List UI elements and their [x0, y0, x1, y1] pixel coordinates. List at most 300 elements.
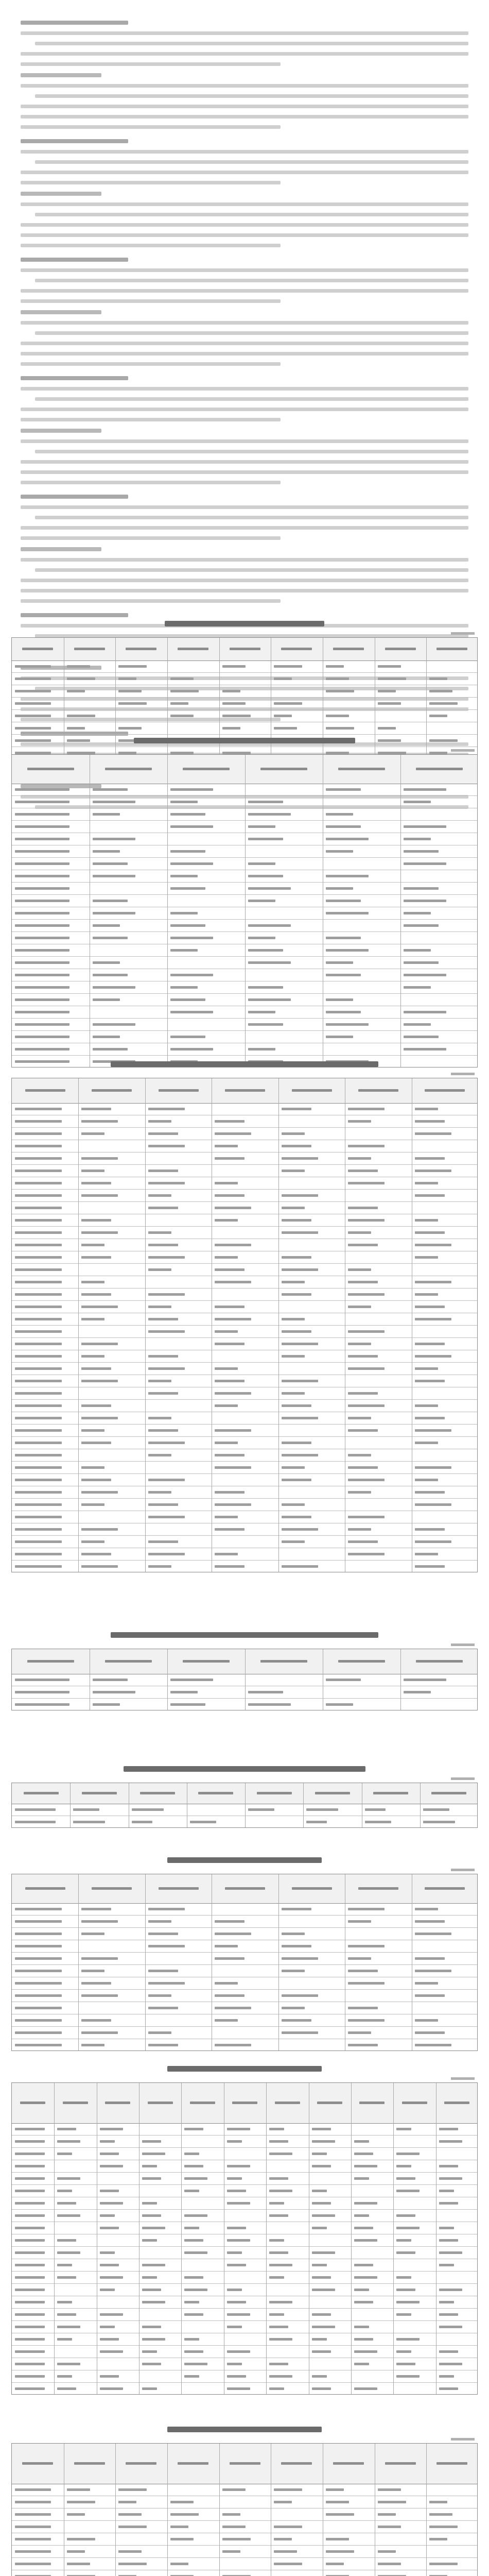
- header-cell: [22, 2462, 53, 2465]
- table-cell: [15, 1281, 62, 1283]
- table-cell: [269, 2326, 288, 2328]
- text-line: [21, 202, 468, 206]
- table-cell: [15, 2227, 45, 2229]
- text-line: [35, 213, 468, 216]
- table-cell: [415, 1157, 445, 1160]
- table-cell: [222, 2488, 246, 2491]
- table-cell: [100, 2375, 119, 2378]
- header-cell: [105, 2102, 130, 2104]
- table-cell: [148, 1330, 185, 1333]
- table-cell: [93, 1703, 120, 1706]
- table-cell: [81, 2019, 111, 2022]
- table-cell: [100, 2140, 115, 2143]
- table-cell: [170, 924, 205, 927]
- table-cell: [439, 2128, 458, 2130]
- table-cell: [148, 1306, 171, 1308]
- text-line: [21, 31, 468, 35]
- table-cell: [415, 1281, 451, 1283]
- table-cell: [93, 838, 135, 840]
- table-cell: [222, 2550, 240, 2553]
- table-cell: [415, 1920, 445, 1923]
- table-cell: [415, 2031, 445, 2034]
- table-cell: [222, 2513, 240, 2516]
- table-cell: [326, 727, 354, 730]
- table-cell: [215, 1306, 244, 1308]
- table-cell: [227, 2350, 250, 2353]
- table-cell: [57, 2264, 72, 2266]
- table-cell: [429, 2526, 458, 2528]
- table-cell: [326, 677, 349, 680]
- table-cell: [415, 1429, 451, 1432]
- table-cell: [415, 1503, 451, 1506]
- table-cell: [67, 727, 85, 730]
- table-cell: [429, 2538, 447, 2540]
- table-section: [11, 1632, 478, 1710]
- table-cell: [396, 2251, 415, 2254]
- table-cell: [415, 2019, 438, 2022]
- data-table: [11, 1649, 478, 1710]
- header-cell: [22, 648, 53, 650]
- table-cell: [282, 1170, 305, 1172]
- table-cell: [348, 1330, 385, 1333]
- table-cell: [227, 2239, 250, 2242]
- table-cell: [15, 2375, 45, 2378]
- header-cell: [183, 768, 230, 770]
- table-cell: [404, 850, 439, 853]
- table-cell: [93, 1036, 120, 1038]
- table-cell: [81, 1982, 111, 1985]
- table-cell: [215, 1982, 238, 1985]
- table-cell: [15, 2031, 62, 2034]
- table-cell: [81, 1404, 111, 1407]
- table-cell: [282, 1219, 311, 1222]
- table-cell: [439, 2140, 462, 2143]
- table-cell: [100, 2128, 123, 2130]
- header-cell: [338, 768, 385, 770]
- table-cell: [282, 1281, 305, 1283]
- table-cell: [15, 2526, 51, 2528]
- table-cell: [93, 801, 135, 803]
- table-cell: [215, 1957, 244, 1960]
- table-cell: [100, 2387, 123, 2390]
- table-cell: [148, 2031, 171, 2034]
- table-cell: [15, 2153, 45, 2155]
- table-cell: [15, 1132, 62, 1135]
- table-cell: [100, 2338, 119, 2341]
- table-cell: [93, 862, 128, 865]
- table-cell: [100, 2251, 115, 2254]
- table-cell: [312, 2289, 335, 2291]
- text-line: [21, 536, 281, 540]
- header-cell: [27, 768, 74, 770]
- table-cell: [248, 825, 275, 828]
- unit-label: [451, 1777, 475, 1780]
- table-cell: [227, 2313, 250, 2316]
- table-cell: [15, 1318, 62, 1320]
- table-cell: [415, 1957, 445, 1960]
- table-cell: [15, 974, 69, 976]
- table-cell: [15, 1355, 62, 1358]
- table-cell: [170, 825, 213, 828]
- header-cell: [105, 768, 152, 770]
- table-cell: [81, 1355, 104, 1358]
- table-cell: [67, 2513, 85, 2516]
- table-cell: [415, 1466, 451, 1469]
- table-cell: [81, 1417, 118, 1419]
- table-cell: [248, 1011, 275, 1013]
- table-cell: [348, 1491, 371, 1494]
- table-cell: [170, 949, 198, 952]
- table-cell: [67, 2488, 90, 2491]
- table-cell: [15, 2019, 62, 2022]
- table-cell: [222, 665, 246, 668]
- table-cell: [215, 1920, 244, 1923]
- table-cell: [404, 912, 431, 914]
- table-cell: [274, 677, 292, 680]
- table-cell: [429, 715, 447, 717]
- text-line: [21, 460, 468, 464]
- table-cell: [15, 1120, 62, 1123]
- table-cell: [132, 1821, 152, 1823]
- table-cell: [326, 2488, 344, 2491]
- table-cell: [404, 825, 446, 828]
- table-cell: [118, 2501, 136, 2503]
- table-cell: [396, 2190, 420, 2192]
- table-cell: [404, 1036, 439, 1038]
- table-cell: [148, 1417, 171, 1419]
- table-cell: [415, 1933, 451, 1935]
- column-divider: [303, 1783, 304, 1827]
- header-cell: [63, 2102, 88, 2104]
- table-cell: [282, 2019, 311, 2022]
- table-cell: [15, 1821, 56, 1823]
- header-cell: [24, 1792, 59, 1794]
- table-cell: [248, 887, 291, 890]
- unit-label: [451, 1643, 475, 1646]
- table-cell: [81, 1553, 111, 1555]
- table-cell: [81, 1920, 118, 1923]
- table-cell: [326, 937, 361, 939]
- table-cell: [184, 2276, 203, 2279]
- table-cell: [15, 788, 69, 791]
- table-cell: [57, 2190, 72, 2192]
- table-cell: [170, 2513, 199, 2516]
- table-section: [11, 1061, 478, 1572]
- table-cell: [274, 2538, 292, 2540]
- table-cell: [282, 1454, 318, 1456]
- table-cell: [15, 1565, 62, 1568]
- table-cell: [142, 2202, 157, 2205]
- table-cell: [15, 1679, 69, 1681]
- table-cell: [57, 2140, 80, 2143]
- table-cell: [15, 2313, 45, 2316]
- table-cell: [15, 2165, 45, 2167]
- table-cell: [118, 2513, 142, 2516]
- table-cell: [312, 2190, 327, 2192]
- text-line: [21, 589, 468, 592]
- table-cell: [142, 2276, 157, 2279]
- table-cell: [73, 1808, 99, 1811]
- table-cell: [148, 1479, 185, 1481]
- table-cell: [282, 1392, 305, 1395]
- text-line: [21, 387, 468, 391]
- header-cell: [183, 1660, 230, 1663]
- table-cell: [248, 1808, 274, 1811]
- header-cell: [148, 2102, 173, 2104]
- table-cell: [215, 1182, 238, 1184]
- table-cell: [148, 1908, 185, 1910]
- table-cell: [365, 1821, 391, 1823]
- table-cell: [222, 2526, 246, 2528]
- table-cell: [148, 1540, 178, 1543]
- table-cell: [184, 2227, 199, 2229]
- table-cell: [282, 1957, 318, 1960]
- table-cell: [396, 2239, 411, 2242]
- table-cell: [81, 1994, 118, 1997]
- table-cell: [15, 998, 69, 1001]
- table-cell: [15, 1293, 62, 1296]
- table-cell: [415, 1982, 438, 1985]
- table-cell: [15, 1231, 62, 1234]
- table-cell: [15, 702, 51, 705]
- table-cell: [429, 2513, 452, 2516]
- table-cell: [282, 1442, 311, 1444]
- table-cell: [282, 1207, 305, 1209]
- text-line: [21, 376, 128, 380]
- table-cell: [215, 1994, 244, 1997]
- table-cell: [67, 690, 85, 692]
- table-cell: [415, 1256, 438, 1259]
- table-cell: [227, 2387, 250, 2390]
- table-cell: [312, 2227, 327, 2229]
- table-cell: [93, 937, 128, 939]
- table-cell: [132, 1808, 164, 1811]
- table-cell: [415, 1553, 438, 1555]
- table-cell: [15, 986, 69, 989]
- table-cell: [215, 1516, 238, 1518]
- table-cell: [215, 1330, 238, 1333]
- table-cell: [326, 690, 354, 692]
- table-cell: [415, 1343, 445, 1345]
- table-cell: [274, 2550, 297, 2553]
- table-cell: [15, 1920, 62, 1923]
- table-cell: [215, 2007, 251, 2009]
- text-line: [35, 160, 468, 164]
- table-cell: [148, 1170, 178, 1172]
- table-cell: [274, 702, 302, 705]
- table-cell: [282, 1132, 305, 1135]
- table-cell: [184, 2375, 199, 2378]
- table-cell: [326, 2563, 344, 2565]
- table-cell: [326, 912, 369, 914]
- table-cell: [15, 1330, 62, 1333]
- table-cell: [248, 801, 283, 803]
- table-cell: [227, 2165, 250, 2167]
- table-cell: [348, 1957, 371, 1960]
- table-cell: [269, 2214, 288, 2217]
- table-cell: [170, 974, 213, 976]
- table-cell: [67, 677, 95, 680]
- text-line: [21, 352, 468, 355]
- table-cell: [215, 1404, 238, 1407]
- table-cell: [15, 2239, 45, 2242]
- table-cell: [348, 2007, 378, 2009]
- text-line: [21, 558, 468, 562]
- text-line: [21, 258, 128, 262]
- table-cell: [348, 1429, 378, 1432]
- table-cell: [15, 2190, 45, 2192]
- table-cell: [81, 1219, 111, 1222]
- table-cell: [142, 2301, 165, 2303]
- text-line: [35, 568, 468, 572]
- table-cell: [415, 1170, 451, 1172]
- table-cell: [148, 1244, 178, 1246]
- table-cell: [378, 2488, 401, 2491]
- header-cell: [25, 1089, 65, 1092]
- table-cell: [354, 2326, 369, 2328]
- table-cell: [148, 2007, 178, 2009]
- header-cell: [431, 1792, 466, 1794]
- table-cell: [215, 1157, 244, 1160]
- table-cell: [215, 1244, 251, 1246]
- table-cell: [215, 1268, 244, 1271]
- table-cell: [312, 2313, 331, 2316]
- table-cell: [396, 2313, 411, 2316]
- table-cell: [67, 2501, 95, 2503]
- table-cell: [282, 1908, 311, 1910]
- table-cell: [282, 1157, 318, 1160]
- table-cell: [81, 1367, 111, 1370]
- table-cell: [222, 690, 240, 692]
- table-cell: [215, 1392, 251, 1395]
- table-cell: [282, 1540, 305, 1543]
- table-cell: [170, 887, 205, 890]
- table-cell: [15, 1970, 62, 1972]
- table-cell: [184, 2128, 203, 2130]
- table-cell: [396, 2301, 420, 2303]
- text-line: [21, 73, 101, 77]
- table-cell: [148, 1491, 171, 1494]
- column-divider: [245, 755, 246, 1067]
- table-cell: [396, 2214, 415, 2217]
- table-cell: [15, 1392, 62, 1395]
- table-cell: [148, 1367, 185, 1370]
- table-cell: [215, 1281, 251, 1283]
- table-cell: [93, 850, 120, 853]
- table-cell: [415, 1404, 438, 1407]
- table-cell: [93, 1679, 128, 1681]
- table-section: [11, 2066, 478, 2395]
- table-cell: [100, 2276, 123, 2279]
- table-cell: [274, 2563, 302, 2565]
- table-cell: [415, 1479, 438, 1481]
- table-cell: [15, 2488, 51, 2491]
- table-cell: [100, 2350, 123, 2353]
- table-cell: [439, 2313, 458, 2316]
- table-cell: [15, 1343, 62, 1345]
- table-cell: [15, 1219, 62, 1222]
- table-cell: [170, 875, 198, 877]
- table-cell: [170, 788, 213, 791]
- table-cell: [15, 2338, 45, 2341]
- table-cell: [215, 1132, 251, 1135]
- table-cell: [215, 1491, 244, 1494]
- table-cell: [93, 788, 128, 791]
- table-cell: [326, 2550, 354, 2553]
- table-cell: [274, 2526, 302, 2528]
- table-cell: [148, 1994, 171, 1997]
- table-cell: [354, 2264, 373, 2266]
- table-cell: [396, 2177, 415, 2180]
- table-title: [124, 1766, 365, 1772]
- table-cell: [227, 2251, 242, 2254]
- table-cell: [184, 2153, 199, 2155]
- table-cell: [354, 2165, 377, 2167]
- table-cell: [439, 2363, 462, 2365]
- table-cell: [326, 875, 369, 877]
- table-cell: [170, 998, 205, 1001]
- table-cell: [15, 715, 51, 717]
- table-cell: [15, 924, 69, 927]
- text-line: [21, 321, 468, 325]
- table-cell: [215, 1429, 251, 1432]
- table-cell: [439, 2264, 454, 2266]
- header-cell: [257, 1792, 292, 1794]
- unit-label: [451, 1869, 475, 1871]
- header-cell: [178, 648, 208, 650]
- data-table: [11, 2082, 478, 2395]
- table-cell: [215, 2044, 251, 2046]
- table-cell: [248, 862, 275, 865]
- table-cell: [93, 974, 128, 976]
- table-cell: [269, 2128, 284, 2130]
- table-cell: [282, 1516, 311, 1518]
- table-cell: [348, 1293, 385, 1296]
- column-divider: [219, 2444, 220, 2576]
- table-cell: [73, 1821, 105, 1823]
- table-cell: [269, 2251, 288, 2254]
- table-cell: [57, 2375, 72, 2378]
- table-cell: [15, 1182, 62, 1184]
- table-cell: [439, 2227, 454, 2229]
- table-cell: [415, 2044, 451, 2046]
- table-cell: [57, 2326, 80, 2328]
- unit-label: [451, 1073, 475, 1075]
- table-cell: [170, 1036, 205, 1038]
- table-cell: [215, 1318, 251, 1320]
- table-cell: [429, 690, 452, 692]
- table-cell: [326, 838, 369, 840]
- table-cell: [15, 961, 69, 964]
- table-cell: [348, 1908, 385, 1910]
- table-cell: [170, 986, 198, 989]
- table-cell: [312, 2264, 327, 2266]
- table-cell: [118, 702, 147, 705]
- table-cell: [184, 2177, 207, 2180]
- table-cell: [415, 1367, 438, 1370]
- table-cell: [100, 2165, 123, 2167]
- table-section: [11, 738, 478, 1067]
- table-cell: [67, 2550, 85, 2553]
- table-cell: [81, 1318, 104, 1320]
- table-cell: [15, 665, 51, 668]
- text-line: [21, 139, 128, 143]
- table-cell: [274, 2488, 302, 2491]
- table-cell: [142, 2350, 157, 2353]
- header-cell: [338, 1660, 385, 1663]
- table-cell: [282, 1293, 311, 1296]
- header-cell: [178, 2462, 208, 2465]
